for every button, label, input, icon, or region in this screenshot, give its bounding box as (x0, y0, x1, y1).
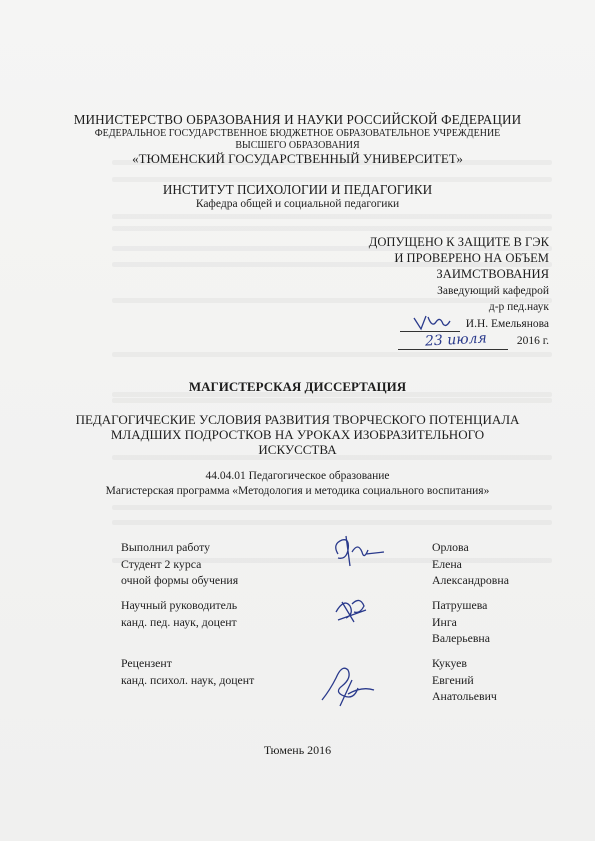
signatory-1-role-line: Выполнил работу (121, 540, 210, 554)
head-position: Заведующий кафедрой (437, 285, 549, 297)
approval-line-1: ДОПУЩЕНО К ЗАЩИТЕ В ГЭК (368, 235, 549, 249)
signatory-3-name-line: Евгений (432, 672, 474, 687)
signatory-3-role-line: канд. психол. наук, доцент (121, 672, 255, 687)
signatory-3-name-line: Кукуев (432, 656, 467, 670)
master-program: Магистерская программа «Методология и методика социального воспитания» (105, 485, 490, 497)
university-name: «ТЮМЕНСКИЙ ГОСУДАРСТВЕННЫЙ УНИВЕРСИТЕТ» (132, 151, 463, 166)
signatory-2-name-line: Валерьевна (432, 631, 490, 645)
signatory-3-role (121, 655, 254, 688)
signatory-1-role (121, 539, 238, 589)
specialty-code: 44.04.01 Педагогическое образование (205, 470, 390, 482)
approval-year: 2016 г. (516, 335, 549, 347)
head-signature (412, 312, 452, 332)
signatory-1-name (432, 539, 509, 589)
date-line (398, 349, 508, 350)
signatory-2-role-line: Научный руководитель (121, 598, 238, 612)
thesis-topic-line-2: МЛАДШИХ ПОДРОСТКОВ НА УРОКАХ ИЗОБРАЗИТЕЛЬНОГО (110, 427, 485, 442)
document-type: МАГИСТЕРСКАЯ ДИССЕРТАЦИЯ (188, 379, 407, 394)
institution-type: ФЕДЕРАЛЬНОЕ ГОСУДАРСТВЕННОЕ БЮДЖЕТНОЕ ОБРАЗОВАТЕЛЬНОЕ УЧРЕЖДЕНИЕ (94, 128, 501, 139)
signatory-2-role-line: канд. пед. наук, доцент (121, 614, 237, 629)
signatory-3-signature (318, 660, 378, 708)
thesis-topic-line-1: ПЕДАГОГИЧЕСКИЕ УСЛОВИЯ РАЗВИТИЯ ТВОРЧЕСКОГО ПОТЕНЦИАЛА (75, 412, 520, 427)
city-year: Тюмень 2016 (263, 743, 332, 757)
signatory-2-name (432, 597, 490, 647)
approval-line-3: ЗАИМСТВОВАНИЯ (436, 267, 549, 281)
signatory-1-role-line: Студент 2 курса (121, 556, 202, 571)
signatory-3-name-line: Анатольевич (432, 689, 497, 703)
signatory-1-signature (328, 530, 388, 572)
head-name: И.Н. Емельянова (465, 318, 549, 330)
signatory-2-name-line: Инга (432, 614, 457, 629)
department-name: Кафедра общей и социальной педагогики (195, 198, 400, 210)
signatory-3-name (432, 655, 497, 705)
signatory-2-role (121, 597, 237, 630)
signatory-1-name-line: Елена (432, 556, 462, 571)
signatory-1-name-line: Александровна (432, 573, 509, 587)
signatory-3-role-line: Рецензент (121, 656, 172, 670)
signatory-2-name-line: Патрушева (432, 598, 488, 612)
institution-type-2: ВЫСШЕГО ОБРАЗОВАНИЯ (235, 140, 360, 151)
approval-line-2: И ПРОВЕРЕНО НА ОБЪЕМ (394, 251, 549, 265)
signatory-1-name-line: Орлова (432, 540, 469, 554)
institute-name: ИНСТИТУТ ПСИХОЛОГИИ И ПЕДАГОГИКИ (162, 182, 433, 197)
head-degree: д-р пед.наук (488, 301, 549, 313)
signatory-1-role-line: очной формы обучения (121, 573, 239, 587)
ministry-name: МИНИСТЕРСТВО ОБРАЗОВАНИЯ И НАУКИ РОССИЙСКОЙ ФЕДЕРАЦИИ (73, 112, 522, 127)
signatory-2-signature (330, 592, 370, 626)
handwritten-date: 23 июля (424, 330, 488, 350)
thesis-topic-line-3: ИСКУССТВА (258, 442, 337, 457)
